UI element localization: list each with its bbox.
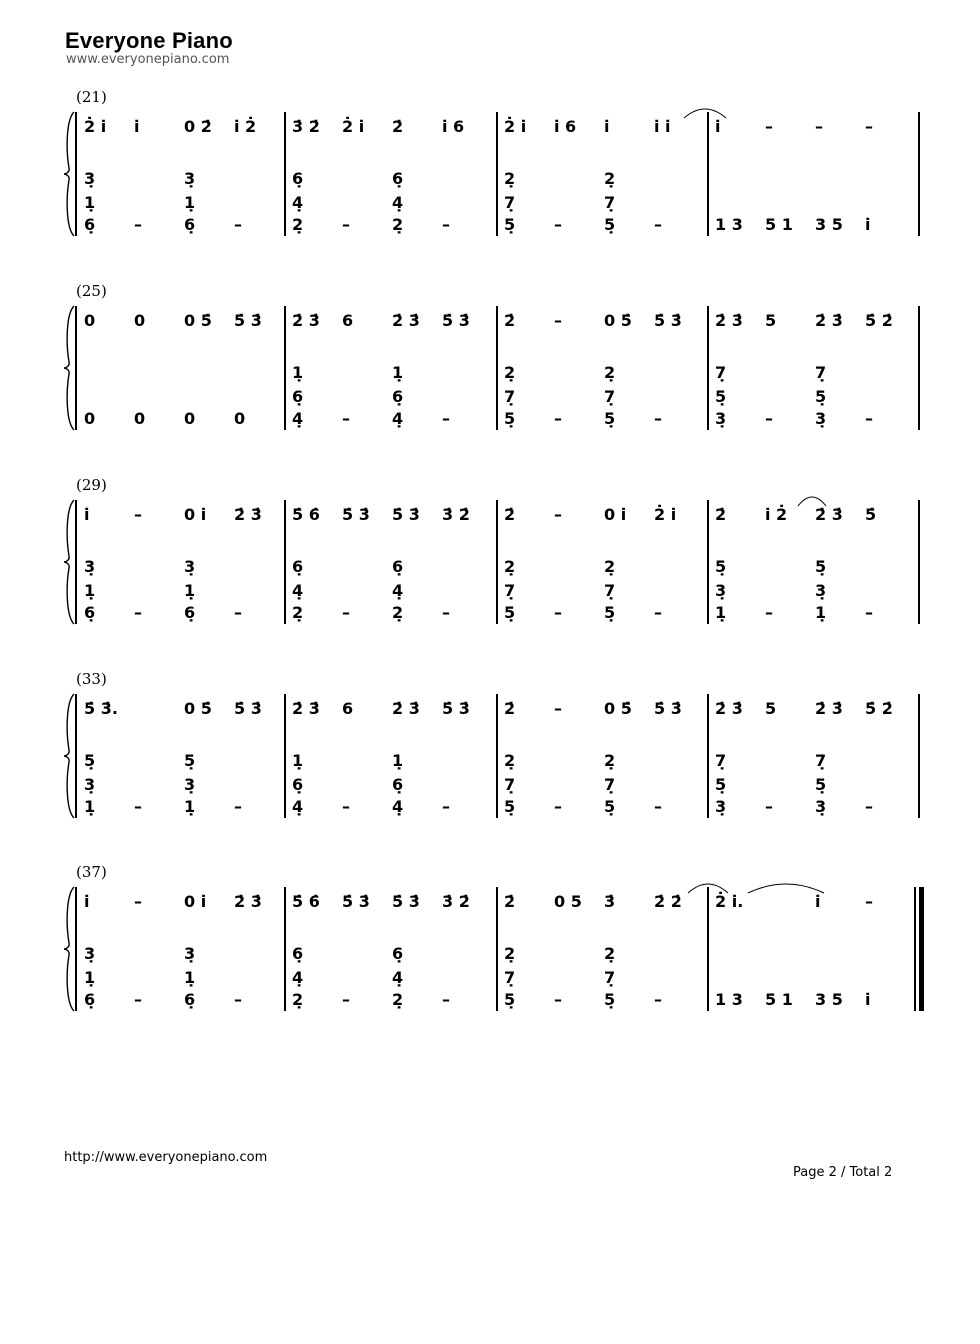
note-lower: 5̣ <box>504 797 516 816</box>
note-lower: 6̣ <box>84 603 96 622</box>
note-mid1: 2̣ <box>504 557 516 576</box>
note-lower: 3̣ <box>815 409 827 428</box>
note-mid2: 1̣ <box>184 968 196 987</box>
note-upper: 5̇ 3̇. <box>84 699 118 718</box>
brand-url[interactable]: www.everyonepiano.com <box>66 52 230 67</box>
note-lower: 3 5 <box>815 990 843 1009</box>
note-mid1: 6̣ <box>292 944 304 963</box>
note-lower: 5̣ <box>504 990 516 1009</box>
tie-marks <box>0 476 980 636</box>
note-lower: – <box>442 603 450 622</box>
note-lower: 2̣ <box>292 215 304 234</box>
note-mid1: 2̣ <box>504 169 516 188</box>
note-mid1: 2̣ <box>604 944 616 963</box>
note-upper: 2̇ i̇ <box>84 117 107 136</box>
note-upper: i̇ 2̇ <box>234 117 257 136</box>
note-upper: – <box>865 117 873 136</box>
note-upper: 3̇ 2̇ <box>442 505 470 524</box>
note-mid1: 3̣ <box>84 944 96 963</box>
note-lower: 1̣ <box>84 797 96 816</box>
note-upper: i̇ <box>134 117 140 136</box>
note-lower: 1̣ <box>715 603 727 622</box>
note-upper: 3̇ <box>604 892 616 911</box>
note-mid2: 3̣ <box>84 775 96 794</box>
note-mid2: 7̣ <box>604 775 616 794</box>
note-lower: 6̣ <box>84 215 96 234</box>
tie-marks <box>0 670 980 830</box>
note-lower: 3̣ <box>715 409 727 428</box>
note-lower: 0 <box>184 409 196 428</box>
note-mid2: 7̣ <box>604 968 616 987</box>
note-lower: 4̣ <box>392 797 404 816</box>
note-lower: 6̣ <box>184 215 196 234</box>
note-upper: 2̇ 3̇ <box>292 699 320 718</box>
note-mid2: 7̣ <box>504 968 516 987</box>
note-mid1: 2̣ <box>504 751 516 770</box>
note-mid1: 6̣ <box>292 557 304 576</box>
measure-number: (21) <box>76 88 107 106</box>
note-upper: i̇ 2̇ <box>765 505 788 524</box>
note-mid2: 1̣ <box>84 193 96 212</box>
tie-marks <box>0 863 980 1023</box>
tie-marks <box>0 282 980 442</box>
note-upper: 6 <box>342 311 354 330</box>
note-upper: 0 5̇ <box>184 699 212 718</box>
note-lower: 5̣ <box>604 409 616 428</box>
note-mid1: 5̣ <box>84 751 96 770</box>
note-lower: – <box>654 990 662 1009</box>
note-mid2: 6̣ <box>292 775 304 794</box>
note-mid1: 1̣ <box>392 751 404 770</box>
note-lower: 5 1 <box>765 215 793 234</box>
note-lower: 3 5 <box>815 215 843 234</box>
note-mid1: 5̣ <box>815 557 827 576</box>
note-mid1: 3̣ <box>184 169 196 188</box>
note-lower: – <box>234 797 242 816</box>
note-lower: 5̣ <box>504 409 516 428</box>
note-upper: 5 <box>765 699 777 718</box>
note-mid1: 2̣ <box>604 169 616 188</box>
note-mid2: 5̣ <box>815 775 827 794</box>
note-upper: i̇ <box>84 892 90 911</box>
note-upper: 2̇ 3̇ <box>815 311 843 330</box>
note-lower: 4̣ <box>392 409 404 428</box>
note-mid2: 7̣ <box>504 581 516 600</box>
note-upper: i̇ 6 <box>554 117 577 136</box>
note-lower: 0 <box>234 409 246 428</box>
note-mid2: 1̣ <box>184 581 196 600</box>
note-upper: 2̇ <box>504 311 516 330</box>
note-mid1: 3̣ <box>184 944 196 963</box>
note-upper: i̇ i̇ <box>654 117 671 136</box>
note-lower: i̇ <box>865 215 871 234</box>
note-lower: 5̣ <box>504 603 516 622</box>
note-lower: 5̣ <box>504 215 516 234</box>
note-mid2: 7̣ <box>504 193 516 212</box>
note-mid1: 2̣ <box>504 944 516 963</box>
note-lower: 2̣ <box>392 603 404 622</box>
note-mid2: 7̣ <box>604 193 616 212</box>
note-mid1: 3̣ <box>84 169 96 188</box>
note-mid2: 4̣ <box>292 581 304 600</box>
note-upper: 0 5̇ <box>184 311 212 330</box>
note-upper: 5̇ 3̇ <box>392 892 420 911</box>
note-lower: 4̣ <box>292 409 304 428</box>
note-lower: – <box>134 603 142 622</box>
note-mid1: 1̣ <box>392 363 404 382</box>
note-mid2: 6̣ <box>392 387 404 406</box>
note-mid1: 2̣ <box>604 363 616 382</box>
note-upper: – <box>554 505 562 524</box>
score-system <box>0 670 980 830</box>
note-upper: 5̇ 3̇ <box>234 699 262 718</box>
note-mid2: 5̣ <box>815 387 827 406</box>
note-upper: 5̇ 2̇ <box>865 311 893 330</box>
note-lower: 5̣ <box>604 603 616 622</box>
note-upper: 5̇ 2̇ <box>865 699 893 718</box>
note-lower: 1 3 <box>715 990 743 1009</box>
note-upper: 0 5̇ <box>604 311 632 330</box>
note-upper: 0 5̇ <box>604 699 632 718</box>
note-upper: 2̇ i̇ <box>504 117 527 136</box>
note-lower: – <box>234 990 242 1009</box>
footer-url[interactable]: http://www.everyonepiano.com <box>64 1150 268 1165</box>
note-lower: 6̣ <box>184 990 196 1009</box>
note-upper: 2̇ i̇ <box>342 117 365 136</box>
note-mid1: 1̣ <box>292 363 304 382</box>
note-mid2: 7̣ <box>504 775 516 794</box>
note-upper: 3̇ 2̇ <box>442 892 470 911</box>
note-mid2: 5̣ <box>715 775 727 794</box>
note-upper: i̇ <box>84 505 90 524</box>
note-upper: i̇ <box>815 892 821 911</box>
tie-arc <box>688 884 728 893</box>
note-upper: 5̇ 3̇ <box>342 892 370 911</box>
note-mid2: 7̣ <box>604 387 616 406</box>
note-mid1: 2̣ <box>604 557 616 576</box>
note-mid1: 7̣ <box>815 751 827 770</box>
note-lower: 5̣ <box>604 797 616 816</box>
note-lower: i̇ <box>865 990 871 1009</box>
note-upper: 5 <box>765 311 777 330</box>
note-mid1: 5̣ <box>184 751 196 770</box>
note-mid2: 4̣ <box>392 968 404 987</box>
note-mid2: 4̣ <box>292 968 304 987</box>
note-upper: 2̇ 3̇ <box>815 699 843 718</box>
note-upper: 2̇ <box>504 699 516 718</box>
note-upper: i̇ 6 <box>442 117 465 136</box>
note-upper: – <box>865 892 873 911</box>
note-upper: 5̇ 3̇ <box>234 311 262 330</box>
note-mid1: 3̣ <box>84 557 96 576</box>
note-upper: 0 i̇ <box>604 505 627 524</box>
note-mid1: 3̣ <box>184 557 196 576</box>
note-lower: – <box>342 409 350 428</box>
note-mid1: 2̣ <box>604 751 616 770</box>
note-mid1: 1̣ <box>292 751 304 770</box>
note-upper: 2̇ 3̇ <box>234 505 262 524</box>
score-system <box>0 863 980 1023</box>
measure-number: (29) <box>76 476 107 494</box>
note-upper: 0 2̇ <box>184 117 212 136</box>
note-lower: 6̣ <box>184 603 196 622</box>
note-upper: 2̇ 3̇ <box>815 505 843 524</box>
note-mid2: 7̣ <box>604 581 616 600</box>
note-upper: 5̇ 3̇ <box>342 505 370 524</box>
note-mid1: 7̣ <box>715 751 727 770</box>
note-lower: – <box>865 409 873 428</box>
score-system <box>0 282 980 442</box>
note-lower: – <box>442 797 450 816</box>
note-upper: 2̇ 3̇ <box>234 892 262 911</box>
note-lower: – <box>554 409 562 428</box>
note-mid1: 6̣ <box>292 169 304 188</box>
note-lower: – <box>134 990 142 1009</box>
note-upper: 2̇ <box>504 892 516 911</box>
note-lower: – <box>554 990 562 1009</box>
note-upper: 6 <box>342 699 354 718</box>
note-mid2: 7̣ <box>504 387 516 406</box>
measure-number: (37) <box>76 863 107 881</box>
note-lower: – <box>234 215 242 234</box>
note-mid2: 3̣ <box>815 581 827 600</box>
note-upper: i̇ <box>604 117 610 136</box>
tie-arc <box>684 109 726 118</box>
note-mid1: 6̣ <box>392 169 404 188</box>
brand-title: Everyone Piano <box>65 28 233 53</box>
note-upper: 2̇ 3̇ <box>715 699 743 718</box>
note-upper: – <box>554 311 562 330</box>
note-lower: 5̣ <box>604 990 616 1009</box>
note-upper: 5̇ 3̇ <box>442 311 470 330</box>
score-system <box>0 476 980 636</box>
tie-arc <box>748 884 824 893</box>
note-upper: 2̇ <box>715 505 727 524</box>
note-upper: 2̇ 3̇ <box>392 699 420 718</box>
note-lower: 3̣ <box>715 797 727 816</box>
note-upper: 0 i̇ <box>184 505 207 524</box>
note-lower: 5 1 <box>765 990 793 1009</box>
note-upper: 2̇ 2̇ <box>654 892 682 911</box>
note-mid1: 5̣ <box>715 557 727 576</box>
note-upper: 5̇ 3̇ <box>654 699 682 718</box>
note-lower: 2̣ <box>392 215 404 234</box>
note-upper: – <box>134 505 142 524</box>
note-upper: i̇ <box>715 117 721 136</box>
note-lower: – <box>654 215 662 234</box>
note-mid2: 5̣ <box>715 387 727 406</box>
note-lower: – <box>654 797 662 816</box>
note-lower: – <box>134 797 142 816</box>
note-mid2: 4̣ <box>392 193 404 212</box>
note-upper: – <box>765 117 773 136</box>
measure-number: (25) <box>76 282 107 300</box>
note-mid1: 6̣ <box>392 557 404 576</box>
note-upper: – <box>815 117 823 136</box>
note-upper: 5̇ 3̇ <box>654 311 682 330</box>
note-mid1: 2̣ <box>504 363 516 382</box>
note-upper: 0 5 <box>554 892 582 911</box>
note-lower: – <box>765 797 773 816</box>
page-indicator: Page 2 / Total 2 <box>793 1165 893 1180</box>
note-upper: 5̇ 6̇ <box>292 505 320 524</box>
note-upper: 2̇ 3̇ <box>292 311 320 330</box>
note-lower: – <box>765 409 773 428</box>
note-mid2: 3̣ <box>184 775 196 794</box>
note-lower: – <box>342 797 350 816</box>
note-upper: – <box>134 892 142 911</box>
note-mid1: 6̣ <box>392 944 404 963</box>
note-upper: 2̇ i̇ <box>654 505 677 524</box>
note-lower: – <box>342 603 350 622</box>
note-mid1: 7̣ <box>815 363 827 382</box>
note-upper: 2̇ <box>392 117 404 136</box>
note-lower: – <box>554 797 562 816</box>
note-lower: 2̣ <box>292 990 304 1009</box>
note-lower: – <box>342 215 350 234</box>
note-mid2: 1̣ <box>84 581 96 600</box>
note-lower: – <box>865 603 873 622</box>
note-lower: 0 <box>134 409 146 428</box>
note-upper: 0 <box>84 311 96 330</box>
note-lower: – <box>865 797 873 816</box>
tie-arc <box>798 497 826 506</box>
note-upper: 2̇ i̇. <box>715 892 744 911</box>
note-lower: 1̣ <box>184 797 196 816</box>
note-lower: – <box>342 990 350 1009</box>
note-upper: 3̇ 2̇ <box>292 117 320 136</box>
note-upper: 5̇ 3̇ <box>392 505 420 524</box>
note-upper: 0 i̇ <box>184 892 207 911</box>
note-upper: 5̇ <box>865 505 877 524</box>
note-lower: 6̣ <box>84 990 96 1009</box>
note-lower: 0 <box>84 409 96 428</box>
note-lower: – <box>554 603 562 622</box>
score-system <box>0 88 980 248</box>
note-mid2: 6̣ <box>392 775 404 794</box>
note-mid2: 1̣ <box>184 193 196 212</box>
note-mid2: 4̣ <box>392 581 404 600</box>
note-lower: – <box>134 215 142 234</box>
note-lower: – <box>765 603 773 622</box>
note-mid2: 3̣ <box>715 581 727 600</box>
note-lower: – <box>442 990 450 1009</box>
note-lower: 2̣ <box>292 603 304 622</box>
note-lower: 5̣ <box>604 215 616 234</box>
tie-marks <box>0 88 980 248</box>
note-lower: – <box>234 603 242 622</box>
note-lower: 4̣ <box>292 797 304 816</box>
note-lower: – <box>554 215 562 234</box>
measure-number: (33) <box>76 670 107 688</box>
note-mid2: 4̣ <box>292 193 304 212</box>
note-upper: 2̇ <box>504 505 516 524</box>
note-upper: 2̇ 3̇ <box>392 311 420 330</box>
note-upper: 2̇ 3̇ <box>715 311 743 330</box>
note-upper: 0 <box>134 311 146 330</box>
note-lower: – <box>442 409 450 428</box>
note-upper: – <box>554 699 562 718</box>
note-lower: 1̣ <box>815 603 827 622</box>
note-mid2: 1̣ <box>84 968 96 987</box>
note-lower: – <box>442 215 450 234</box>
note-mid1: 7̣ <box>715 363 727 382</box>
note-upper: 5̇ 6̇ <box>292 892 320 911</box>
note-lower: – <box>654 603 662 622</box>
note-lower: 1 3 <box>715 215 743 234</box>
note-lower: – <box>654 409 662 428</box>
note-lower: 2̣ <box>392 990 404 1009</box>
note-lower: 3̣ <box>815 797 827 816</box>
note-mid2: 6̣ <box>292 387 304 406</box>
note-upper: 5̇ 3̇ <box>442 699 470 718</box>
